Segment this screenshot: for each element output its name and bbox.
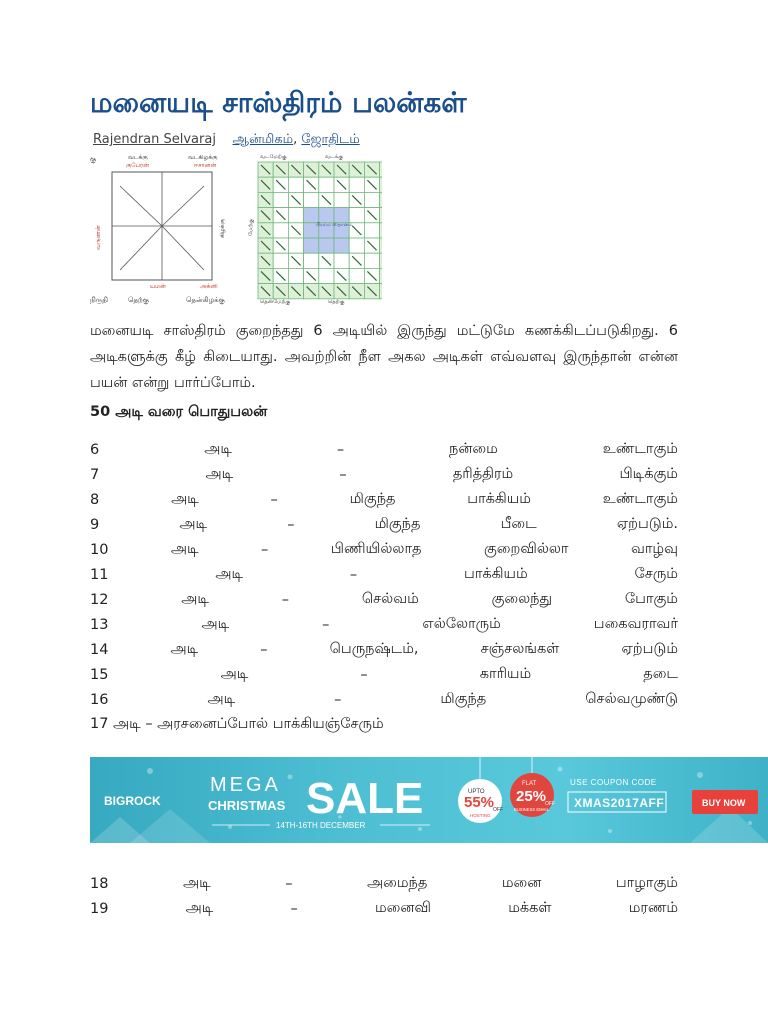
category-link-astrology[interactable]: ஜோதிடம்: [301, 132, 360, 147]
row-word: நன்மை: [449, 440, 498, 457]
row-number: 11: [90, 566, 109, 583]
row-word: செல்வமுண்டு: [585, 690, 678, 707]
grid-cell: [273, 253, 288, 268]
row-word: –: [322, 616, 330, 633]
row-word: காரியம்: [479, 665, 532, 682]
ad-coupon-label: USE COUPON CODE: [570, 778, 657, 787]
grid-cell: [319, 268, 334, 283]
row-word: அடி: [179, 515, 208, 532]
grid-cell: [304, 192, 319, 207]
grid-cell: [364, 223, 379, 238]
row-word: தடை: [643, 665, 678, 682]
compass-s-label: தெற்கு: [128, 296, 149, 304]
compass-s-sub-label: யமன்: [150, 283, 166, 290]
author-link[interactable]: Rajendran Selvaraj: [93, 132, 216, 147]
row-word: –: [260, 641, 268, 658]
results-list: [90, 437, 678, 737]
grid-center-cell: [304, 208, 319, 223]
row-word: பாக்கியம்: [467, 490, 531, 507]
article-title: மனையடி சாஸ்திரம் பலன்கள்: [90, 86, 467, 119]
grid-top-right-label: வடக்கு: [325, 154, 344, 160]
grid-bottom-right-label: தெற்கு: [328, 299, 345, 305]
ad-dates-text: 14TH-16TH DECEMBER: [276, 821, 366, 830]
compass-diagram: [90, 150, 235, 305]
compass-n-sub-label: குபேரன்: [126, 162, 149, 169]
result-row: [90, 871, 678, 896]
compass-e-label: கிழக்கு: [219, 219, 226, 238]
grid-cell: [334, 192, 349, 207]
row-number: 6: [90, 441, 100, 458]
result-row: [90, 587, 678, 612]
grid-cell: [364, 253, 379, 268]
row-number: 16: [90, 691, 109, 708]
compass-n-label: வடக்கு: [128, 154, 148, 161]
category-separator: ,: [293, 132, 302, 147]
row-word: மக்கள்: [508, 899, 552, 916]
row-word: அடி: [171, 490, 199, 507]
grid-cell: [288, 238, 303, 253]
results-list-continued: [90, 871, 678, 921]
grid-cell: [304, 253, 319, 268]
grid-center-cell: [334, 208, 349, 223]
ad-brand-logo: BIGROCK: [104, 794, 161, 808]
row-word: பெருநஷ்டம்,: [329, 640, 419, 657]
row-word: மனை: [501, 874, 542, 891]
ad-banner-art: [90, 757, 768, 843]
row-word: ஏற்படும்.: [616, 515, 678, 532]
grid-center-cell: [304, 238, 319, 253]
vastu-figure: [90, 150, 382, 305]
grid-cell: [380, 162, 382, 177]
grid-cell: [349, 177, 364, 192]
row-word: சஞ்சலங்கள்: [480, 640, 560, 657]
row-number: 19: [90, 900, 109, 917]
row-number: 9: [90, 516, 100, 533]
result-row: [90, 637, 678, 662]
result-row-last: 17 அடி – அரசனைப்போல் பாக்கியஞ்சேரும்: [90, 715, 384, 732]
ad-flat-percent: 25%: [516, 788, 547, 805]
compass-se-sub-label: அக்னி: [200, 283, 218, 290]
row-word: உண்டாகும்: [602, 490, 678, 507]
row-word: –: [287, 516, 295, 533]
compass-sw-label: நிருதி: [90, 296, 109, 304]
grid-cell: [349, 208, 364, 223]
ad-mega-text: MEGA: [210, 774, 281, 796]
ad-buy-now-label[interactable]: BUY NOW: [702, 798, 746, 808]
row-word: குறைவில்லா: [483, 540, 569, 557]
vastu-grid-diagram: [237, 150, 382, 305]
row-word: பிணியில்லாத: [330, 540, 422, 557]
row-word: ஏற்படும்: [621, 640, 678, 657]
row-word: அமைந்த: [367, 874, 428, 891]
row-number: 12: [90, 591, 109, 608]
ad-upto-text: UPTO: [468, 789, 485, 795]
grid-center-label: பிரம்ம ஸ்தானம்: [315, 222, 353, 228]
row-word: அடி: [185, 899, 214, 916]
row-word: மனைவி: [375, 899, 431, 916]
intro-paragraph: மனையடி சாஸ்திரம் குறைந்தது 6 அடியில் இருந்து மட்டுமே கணக்கிடப்படுகிறது. 6 அடிகளுக்கு கீழ் கிடையாது. அவற்றின் நீள அகல அடிகள் எவ்வளவு இருந்தான் என்ன பயன் என்று பார்ப்போம்.: [90, 323, 678, 391]
compass-nw-label: கு: [90, 155, 97, 163]
grid-top-left-label: வடமேற்கு: [260, 154, 287, 160]
section-subheading: 50 அடி வரை பொதுபலன்: [90, 404, 268, 420]
row-word: –: [336, 441, 345, 458]
row-word: அடி: [181, 590, 209, 607]
row-word: தரித்திரம்: [452, 465, 514, 482]
row-number: 10: [90, 541, 109, 558]
row-word: அடி: [170, 640, 199, 657]
grid-center-cell: [319, 238, 334, 253]
row-word: –: [270, 491, 278, 508]
result-row: [90, 487, 678, 512]
row-word: அடி: [220, 665, 249, 682]
row-number: 18: [90, 875, 109, 892]
row-word: பகைவராவர்: [593, 615, 678, 632]
row-word: செல்வம்: [361, 590, 419, 607]
grid-bottom-left-label: தென்மேற்கு: [260, 299, 291, 305]
category-link-spiritual[interactable]: ஆன்மிகம்: [232, 132, 294, 147]
row-word: –: [281, 591, 290, 608]
result-row: [90, 612, 678, 637]
ad-flat-text: FLAT: [522, 781, 537, 787]
grid-cell: [288, 177, 303, 192]
row-number: 15: [90, 666, 109, 683]
grid-cell: [288, 268, 303, 283]
row-word: அடி: [170, 540, 199, 557]
row-word: போகும்: [624, 590, 678, 607]
result-row: [90, 896, 678, 921]
row-word: அடி: [183, 874, 211, 891]
row-word: சேரும்: [634, 565, 678, 582]
grid-center-cell: [319, 208, 334, 223]
grid-cell: [380, 177, 382, 192]
row-word: –: [339, 466, 347, 483]
grid-cell: [380, 208, 382, 223]
row-word: உண்டாகும்: [602, 440, 678, 457]
compass-ne-sub-label: ஈசானன்: [194, 162, 217, 169]
row-word: பிடிக்கும்: [619, 465, 678, 482]
row-word: மரணம்: [628, 899, 678, 916]
ad-banner[interactable]: [90, 757, 768, 843]
row-word: மிகுந்த: [349, 490, 396, 507]
row-word: –: [261, 541, 269, 558]
result-row: [90, 512, 678, 537]
ad-coupon-code: XMAS2017AFF: [574, 796, 665, 810]
row-number: 8: [90, 491, 100, 508]
row-word: குலைந்து: [491, 590, 553, 607]
compass-ne-label: வடகிழக்கு: [188, 154, 218, 161]
row-word: அடி: [215, 565, 243, 582]
grid-cell: [380, 284, 382, 299]
row-number: 7: [90, 466, 100, 483]
ad-upto-percent: 55%: [464, 794, 495, 811]
row-word: அடி: [204, 440, 232, 457]
row-word: மிகுந்த: [440, 690, 487, 707]
row-word: அடி: [207, 690, 236, 707]
row-word: –: [349, 566, 358, 583]
row-word: அடி: [201, 615, 230, 632]
result-row: [90, 462, 678, 487]
row-number: 13: [90, 616, 109, 633]
result-row: [90, 537, 678, 562]
grid-cell: [273, 192, 288, 207]
compass-se-label: தென்கிழக்கு: [186, 296, 225, 304]
meta-spacer: [220, 132, 228, 147]
grid-cell: [349, 238, 364, 253]
grid-cell: [288, 208, 303, 223]
row-word: –: [290, 900, 298, 917]
grid-center-cell: [334, 238, 349, 253]
row-word: பாக்கியம்: [464, 565, 528, 582]
row-word: –: [334, 691, 342, 708]
article-meta: [93, 132, 360, 148]
row-word: வாழ்வு: [630, 540, 678, 557]
result-row: [90, 687, 678, 712]
grid-cell: [364, 192, 379, 207]
ad-sale-text: SALE: [306, 774, 424, 823]
row-word: –: [360, 666, 368, 683]
ad-upto-off: OFF: [493, 807, 503, 813]
grid-cell: [380, 223, 382, 238]
compass-w-label: வருணன்: [95, 225, 102, 250]
grid-cell: [334, 253, 349, 268]
ad-upto-tag: HOSTING: [470, 813, 491, 818]
result-row: [90, 562, 678, 587]
result-row: [90, 662, 678, 687]
grid-cell: [349, 268, 364, 283]
row-word: மிகுந்த: [374, 515, 421, 532]
ad-flat-off: OFF: [545, 801, 555, 807]
grid-cell: [380, 192, 382, 207]
ad-christmas-text: CHRISTMAS: [208, 798, 286, 813]
row-word: –: [285, 875, 293, 892]
grid-left-label: மேற்கு: [248, 219, 254, 236]
row-word: அடி: [205, 465, 234, 482]
grid-cell: [380, 268, 382, 283]
grid-cells: [258, 162, 382, 299]
row-number: 14: [90, 641, 109, 658]
row-word: எல்லோரும்: [422, 615, 501, 632]
row-word: பீடை: [500, 515, 537, 532]
grid-cell: [273, 223, 288, 238]
row-word: பாழாகும்: [615, 874, 678, 891]
result-row: [90, 437, 678, 462]
grid-cell: [380, 238, 382, 253]
ad-flat-tag: BUSINESS EMAIL: [514, 807, 549, 812]
grid-cell: [319, 177, 334, 192]
grid-cell: [380, 253, 382, 268]
